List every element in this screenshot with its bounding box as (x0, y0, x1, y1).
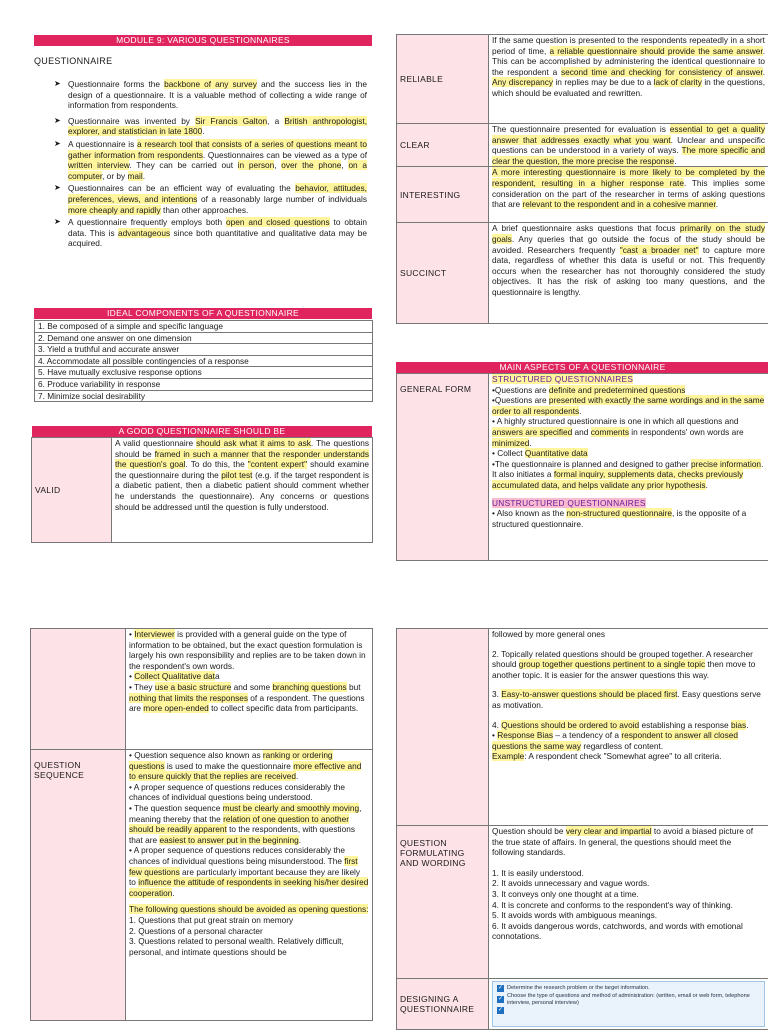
wording-item: 1. It is easily understood. (492, 868, 765, 879)
numbered-item (492, 689, 765, 710)
question-sequence-text (126, 750, 373, 1021)
highlighted-text: presented with exactly the same wordings and in the same order to all respondents (492, 395, 764, 416)
highlighted-text: Example (492, 751, 524, 761)
plain-text: 2. Topically related questions should be grouped together. A researcher should (492, 649, 753, 670)
highlighted-text: respondent to answer all closed questions the same way (492, 730, 738, 751)
wording-intro (492, 826, 765, 858)
designing-label (397, 979, 489, 1030)
plain-text: A questionnaire frequently employs both (68, 217, 226, 227)
response-bias (492, 730, 765, 751)
highlighted-text: pilot test (221, 470, 252, 480)
wording-item: 2. It avoids unnecessary and vague words. (492, 878, 765, 889)
avoid-item: 1. Questions that put great strain on memory (129, 915, 369, 926)
plain-text: Questionnaires can be an efficient way of evaluating the (68, 183, 295, 193)
highlighted-text: relation of one question to another should be readily apparent (129, 814, 349, 835)
plain-text: • They (129, 682, 155, 692)
arrow-bullet-icon: ➤ (54, 183, 61, 194)
plain-text: in replies may be due to a (553, 77, 654, 87)
bottom-left-table (30, 628, 373, 1021)
plain-text: . (296, 771, 298, 781)
ideal-component-item: 7. Minimize social desirability (35, 390, 373, 402)
plain-text: is used to make the questionnaire (165, 761, 294, 771)
unstructured-continued-label (31, 629, 126, 750)
general-form-label (397, 374, 489, 561)
plain-text: . (746, 720, 748, 730)
plain-text: , or by (102, 171, 127, 181)
plain-text: • Also known as the (492, 508, 566, 518)
structured-title: STRUCTURED QUESTIONNAIRES (492, 374, 633, 384)
plain-text: • The question sequence (129, 803, 223, 813)
highlighted-text: over the phone (281, 160, 341, 170)
sequence-line (129, 803, 369, 845)
plain-text: is provided with a general guide on the type of information to be obtained, but the exact question formulation is largely his own responsibility and replies are to be taken down in the respondent's own words. (129, 629, 366, 671)
plain-text: • A proper sequence of questions reduces considerably the chances of individual questions being understood. (129, 782, 345, 803)
plain-text: (e.g. if the target respondent is a diabetic patient, then a diabetic patient should comment whether he understands the questionnaire). Any concerns or questions should be addressed until the question is fully understood. (115, 470, 369, 512)
quality-text-interesting (489, 167, 768, 223)
structured-line (492, 395, 765, 416)
plain-text: , (274, 160, 281, 170)
highlighted-text: influence the attitude of respondents in seeking his/her desired cooperation (129, 877, 368, 898)
highlighted-text: framed in such a manner that the responder understands the question's goal (115, 449, 369, 470)
valid-text (112, 438, 373, 543)
module-title: MODULE 9: VARIOUS QUESTIONNAIRES (34, 35, 372, 46)
wording-list (492, 868, 765, 942)
plain-text: A valid questionnaire (115, 438, 196, 448)
plain-text: . (763, 67, 765, 77)
sequence-line (129, 845, 369, 898)
highlighted-text: easiest to answer put in the beginning (159, 835, 298, 845)
quality-text-succinct (489, 223, 768, 324)
ideal-component-item: 4. Accommodate all possible contingencies of a response (35, 355, 373, 367)
plain-text: •Questions are (492, 385, 549, 395)
highlighted-text: in person (238, 160, 275, 170)
sequence-continued-text (489, 629, 768, 826)
ideal-component-item: 6. Produce variability in response (35, 378, 373, 390)
sequence-line (129, 782, 369, 803)
highlighted-text: "content expert" (248, 459, 307, 469)
cont-top: followed by more general ones (492, 629, 765, 640)
numbered-list (492, 649, 765, 731)
structured-line (492, 416, 765, 448)
design-step-text: Determine the research problem or the target information. (507, 985, 650, 992)
valid-label-text: VALID (35, 485, 60, 495)
unstructured-line (492, 508, 765, 529)
highlighted-text: relevant to the respondent and in a cohesive manner (522, 199, 715, 209)
highlighted-text: use a basic structure (155, 682, 232, 692)
design-step-text: Choose the type of questions and method of administration: (written, email or web form, telephone interview, personal interview) (507, 993, 760, 1006)
highlighted-text: must be clearly and smoothly moving (223, 803, 360, 813)
structured-lines (492, 385, 765, 491)
unstructured-line (129, 671, 369, 682)
wording-item: 4. It is concrete and conforms to the respondent's way of thinking. (492, 900, 765, 911)
plain-text: . This can be accomplished by administering the identical questionnaire to the respondent a (492, 46, 765, 77)
intro-bullets (34, 79, 367, 251)
ideal-component-item: 1. Be composed of a simple and specific language (35, 321, 373, 333)
plain-text: . To do this, the (185, 459, 247, 469)
highlighted-text: answers are specified (492, 427, 572, 437)
plain-text: are particularly important because they are likely to (129, 867, 360, 888)
highlighted-text: nothing that limits the responses (129, 693, 248, 703)
design-step (497, 985, 760, 992)
highlighted-text: a reliable questionnaire should provide the same answer (550, 46, 763, 56)
highlighted-text: ranking or ordering questions (129, 750, 333, 771)
highlighted-text: Any discrepancy (492, 77, 553, 87)
plain-text: . The questions should be (115, 438, 369, 459)
highlighted-text: should ask what it aims to ask (196, 438, 311, 448)
highlighted-text: written interview (68, 160, 129, 170)
section-heading-questionnaire: QUESTIONNAIRE (34, 56, 112, 67)
plain-text: . (529, 438, 531, 448)
ideal-component-item: 2. Demand one answer on one dimension (35, 332, 373, 344)
plain-text: . Questionnaires can be viewed as a type of (203, 150, 367, 160)
plain-text: . Easy questions serve as motivation. (492, 689, 761, 710)
structured-line (492, 385, 765, 396)
bullet-item (34, 183, 367, 215)
highlighted-text: "cast a broader net" (620, 245, 699, 255)
wording-item: 6. It avoids dangerous words, catchwords, and words with emotional connotations. (492, 921, 765, 942)
bullet-item (34, 139, 367, 181)
plain-text: . (172, 888, 174, 898)
plain-text: . (202, 126, 204, 136)
plain-text: a (215, 671, 220, 681)
plain-text: of a reasonably large number of individuals (197, 194, 367, 204)
highlighted-text: more effective and to ensure quickly that the replies are received (129, 761, 361, 782)
plain-text: Question should be (492, 826, 566, 836)
bullet-item (34, 116, 367, 137)
quality-label-interesting: INTERESTING (397, 167, 489, 223)
highlighted-text: advantageous (118, 228, 170, 238)
avoid-list (129, 915, 369, 957)
highlighted-text: a research tool that consists of a series of questions meant to gather information from respondents (68, 139, 367, 160)
plain-text: . (706, 480, 708, 490)
plain-text: . (579, 406, 581, 416)
plain-text: . Unclear and unspecific questions can be understood in a variety of ways. (492, 135, 765, 156)
arrow-bullet-icon: ➤ (54, 116, 61, 127)
plain-text: establishing a response (639, 720, 731, 730)
ideal-component-item: 5. Have mutually exclusive response options (35, 367, 373, 379)
highlighted-text: A more interesting questionnaire is more likely to be completed by the respondent, resulting in a higher response rate (492, 167, 765, 188)
wording-content (489, 826, 768, 979)
highlighted-text: on a computer (68, 160, 367, 181)
highlighted-text: backbone of any survey (164, 79, 257, 89)
plain-text: If the same question is presented to the respondents repeatedly in a short period of time, (492, 35, 765, 56)
general-form-label-text: GENERAL FORM (400, 384, 471, 394)
avoid-item: 2. Questions of a personal character (129, 926, 369, 937)
plain-text: to the respondents, with questions that are (129, 824, 355, 845)
plain-text: A brief questionnaire asks questions that focus (492, 223, 680, 233)
highlighted-text: Interviewer (134, 629, 175, 639)
plain-text: . Any queries that go outside the focus of the study should be avoided. Researchers frequently (492, 234, 765, 255)
plain-text: in respondents' own words are (629, 427, 744, 437)
plain-text: . This implies some consideration on the part of the researcher in terms of asking questions that are (492, 178, 765, 209)
highlighted-text: second time and checking for consistency of answer (561, 67, 763, 77)
plain-text: and (572, 427, 590, 437)
plain-text: , meaning thereby that the (129, 803, 361, 824)
highlighted-text: essential to get a quality answer that addresses exactly what you want (492, 124, 765, 145)
highlighted-text: Sir Francis Galton (195, 116, 267, 126)
example-text (492, 751, 765, 762)
plain-text: • A proper sequence of questions reduces considerably the chances of individual questions being misunderstood. The (129, 845, 345, 866)
plain-text: in the questions, which should be evaluated and rewritten. (492, 77, 765, 98)
checkmark-icon: ✓ (497, 985, 504, 992)
plain-text: • (129, 629, 134, 639)
highlighted-text: formal inquiry, supplements data, checks previously accumulated data, and helps validate any prior hypothesis (492, 469, 743, 490)
checkmark-icon: ✓ (497, 1007, 504, 1014)
highlighted-text: minimized (492, 438, 529, 448)
plain-text: and the success lies in the design of a questionnaire. It is a valuable method of collecting a wide range of information from respondents. (68, 79, 367, 110)
highlighted-text: branching questions (272, 682, 346, 692)
general-form-table (396, 373, 768, 561)
unstructured-line (129, 682, 369, 714)
bullet-list (34, 79, 367, 249)
numbered-item (492, 720, 765, 731)
plain-text: A questionnaire is (68, 139, 137, 149)
highlighted-text: first few questions (129, 856, 358, 877)
plain-text: , (341, 160, 348, 170)
designing-content (489, 979, 768, 1030)
plain-text: . (674, 156, 676, 166)
highlighted-text: Collect Qualitative dat (134, 671, 215, 681)
highlighted-text: precise information (691, 459, 761, 469)
unstructured-title: UNSTRUCTURED QUESTIONNAIRES (492, 498, 646, 508)
plain-text: , is the opposite of a structured questionnaire. (492, 508, 746, 529)
plain-text: The questionnaire presented for evaluation is (492, 124, 670, 134)
quality-text-clear (489, 124, 768, 167)
design-step (497, 993, 760, 1006)
plain-text: then move to another topic. It is easier for the answer questions this way. (492, 659, 755, 680)
unstructured-line (129, 629, 369, 671)
arrow-bullet-icon: ➤ (54, 139, 61, 150)
plain-text: . They can be carried out (129, 160, 237, 170)
plain-text: . (716, 199, 718, 209)
plain-text: to avoid a biased picture of the true state of affairs. In general, the questions should meet the following standards. (492, 826, 753, 857)
plain-text: •The questionnaire is planned and designed to gather (492, 459, 691, 469)
plain-text: to capture more data, regardless of whether this data is useful or not. This frequently occurs when the researcher has not thoroughly considered the study objectives. It has the risk of asking too many questions, and the questionnaire is lengthy. (492, 245, 765, 297)
sequence-continued-label (397, 629, 489, 826)
avoid-title: The following questions should be avoided as opening questions: (129, 904, 368, 914)
plain-text: than other approaches. (161, 205, 249, 215)
ideal-component-item: 3. Yield a truthful and accurate answer (35, 344, 373, 356)
plain-text: but (347, 682, 361, 692)
highlighted-text: lack of clarity (654, 77, 702, 87)
arrow-bullet-icon: ➤ (54, 79, 61, 90)
plain-text: • A highly structured questionnaire is one in which all questions and (492, 416, 738, 426)
avoid-item: 3. Questions related to personal wealth. Relatively difficult, personal, and intimate questions should be (129, 936, 369, 957)
plain-text: • Collect (492, 448, 525, 458)
highlighted-text: Quantitative data (525, 448, 588, 458)
plain-text: . It also initiates a (492, 459, 763, 480)
plain-text: and some (231, 682, 272, 692)
highlighted-text: primarily on the study goals (492, 223, 765, 244)
wording-item: 3. It conveys only one thought at a time. (492, 889, 765, 900)
highlighted-text: comments (591, 427, 629, 437)
highlighted-text: group together questions pertinent to a single topic (519, 659, 705, 669)
highlighted-text: more open-ended (143, 703, 209, 713)
highlighted-text: bias (731, 720, 746, 730)
design-steps-image (492, 981, 765, 1027)
plain-text: 3. (492, 689, 501, 699)
main-aspects-title: MAIN ASPECTS OF A QUESTIONNAIRE (396, 362, 768, 373)
question-sequence-label-text: QUESTION SEQUENCE (34, 760, 84, 780)
plain-text: . (299, 835, 301, 845)
highlighted-text: very clear and impartial (566, 826, 652, 836)
structured-line (492, 448, 765, 459)
bottom-right-table (396, 628, 768, 1030)
plain-text: • (129, 671, 134, 681)
highlighted-text: non-structured questionnaire (566, 508, 672, 518)
plain-text: of a respondent. The questions are (129, 693, 365, 714)
highlighted-text: The more specific and clear the question, the more precise the response (492, 145, 765, 166)
design-step (497, 1007, 760, 1014)
checkmark-icon: ✓ (497, 996, 504, 1003)
bullet-item (34, 217, 367, 249)
plain-text: 4. (492, 720, 501, 730)
quality-label-clear: CLEAR (397, 124, 489, 167)
plain-text: , a (267, 116, 284, 126)
plain-text: regardless of content. (581, 741, 663, 751)
plain-text: to obtain data. This is (68, 217, 367, 238)
ideal-components-title: IDEAL COMPONENTS OF A QUESTIONNAIRE (34, 308, 372, 319)
highlighted-text: more cheaply and rapidly (68, 205, 161, 215)
quality-text-reliable (489, 35, 768, 124)
unstructured-continued-text (126, 629, 373, 750)
highlighted-text: open and closed questions (226, 217, 330, 227)
wording-label (397, 826, 489, 979)
designing-label-text: DESIGNING A QUESTIONNAIRE (400, 994, 474, 1014)
highlighted-text: behavior, attitudes, preferences, views, and intentions (68, 183, 367, 204)
plain-text: •Questions are (492, 395, 549, 405)
plain-text: Questionnaire forms the (68, 79, 164, 89)
quality-label-succinct: SUCCINCT (397, 223, 489, 324)
structured-line (492, 459, 765, 491)
highlighted-text: definite and predetermined questions (549, 385, 686, 395)
plain-text: Questionnaire was invented by (68, 116, 195, 126)
highlighted-text: mail (128, 171, 143, 181)
sequence-line (129, 750, 369, 782)
highlighted-text: Questions should be ordered to avoid (501, 720, 639, 730)
wording-item: 5. It avoids words with ambiguous meanings. (492, 910, 765, 921)
highlighted-text: Response Bias (497, 730, 553, 740)
general-form-content (489, 374, 768, 561)
valid-table (31, 437, 373, 543)
bullet-item (34, 79, 367, 111)
quality-label-reliable: RELIABLE (397, 35, 489, 124)
ideal-components-table (34, 320, 373, 402)
highlighted-text: Easy-to-answer questions should be placed first (501, 689, 677, 699)
valid-label (32, 438, 112, 543)
plain-text: • Question sequence also known as (129, 750, 263, 760)
highlighted-text: British anthropologist, explorer, and statistician in late 1800 (68, 116, 367, 137)
plain-text: – a tendency of a (553, 730, 621, 740)
question-sequence-label (31, 750, 126, 1021)
plain-text: . (143, 171, 145, 181)
good-questionnaire-title: A GOOD QUESTIONNAIRE SHOULD BE (32, 426, 372, 437)
numbered-item (492, 649, 765, 681)
arrow-bullet-icon: ➤ (54, 217, 61, 228)
plain-text: : A respondent check "Somewhat agree" to all criteria. (524, 751, 721, 761)
plain-text: • (492, 730, 497, 740)
sequence-lines (129, 750, 369, 898)
qualities-table (396, 34, 768, 324)
plain-text: should examine the questionnaire during the (115, 459, 369, 480)
plain-text: to collect specific data from participants. (209, 703, 358, 713)
plain-text: since both quantitative and qualitative data may be acquired. (68, 228, 367, 249)
wording-label-text: QUESTION FORMULATING AND WORDING (400, 838, 466, 868)
